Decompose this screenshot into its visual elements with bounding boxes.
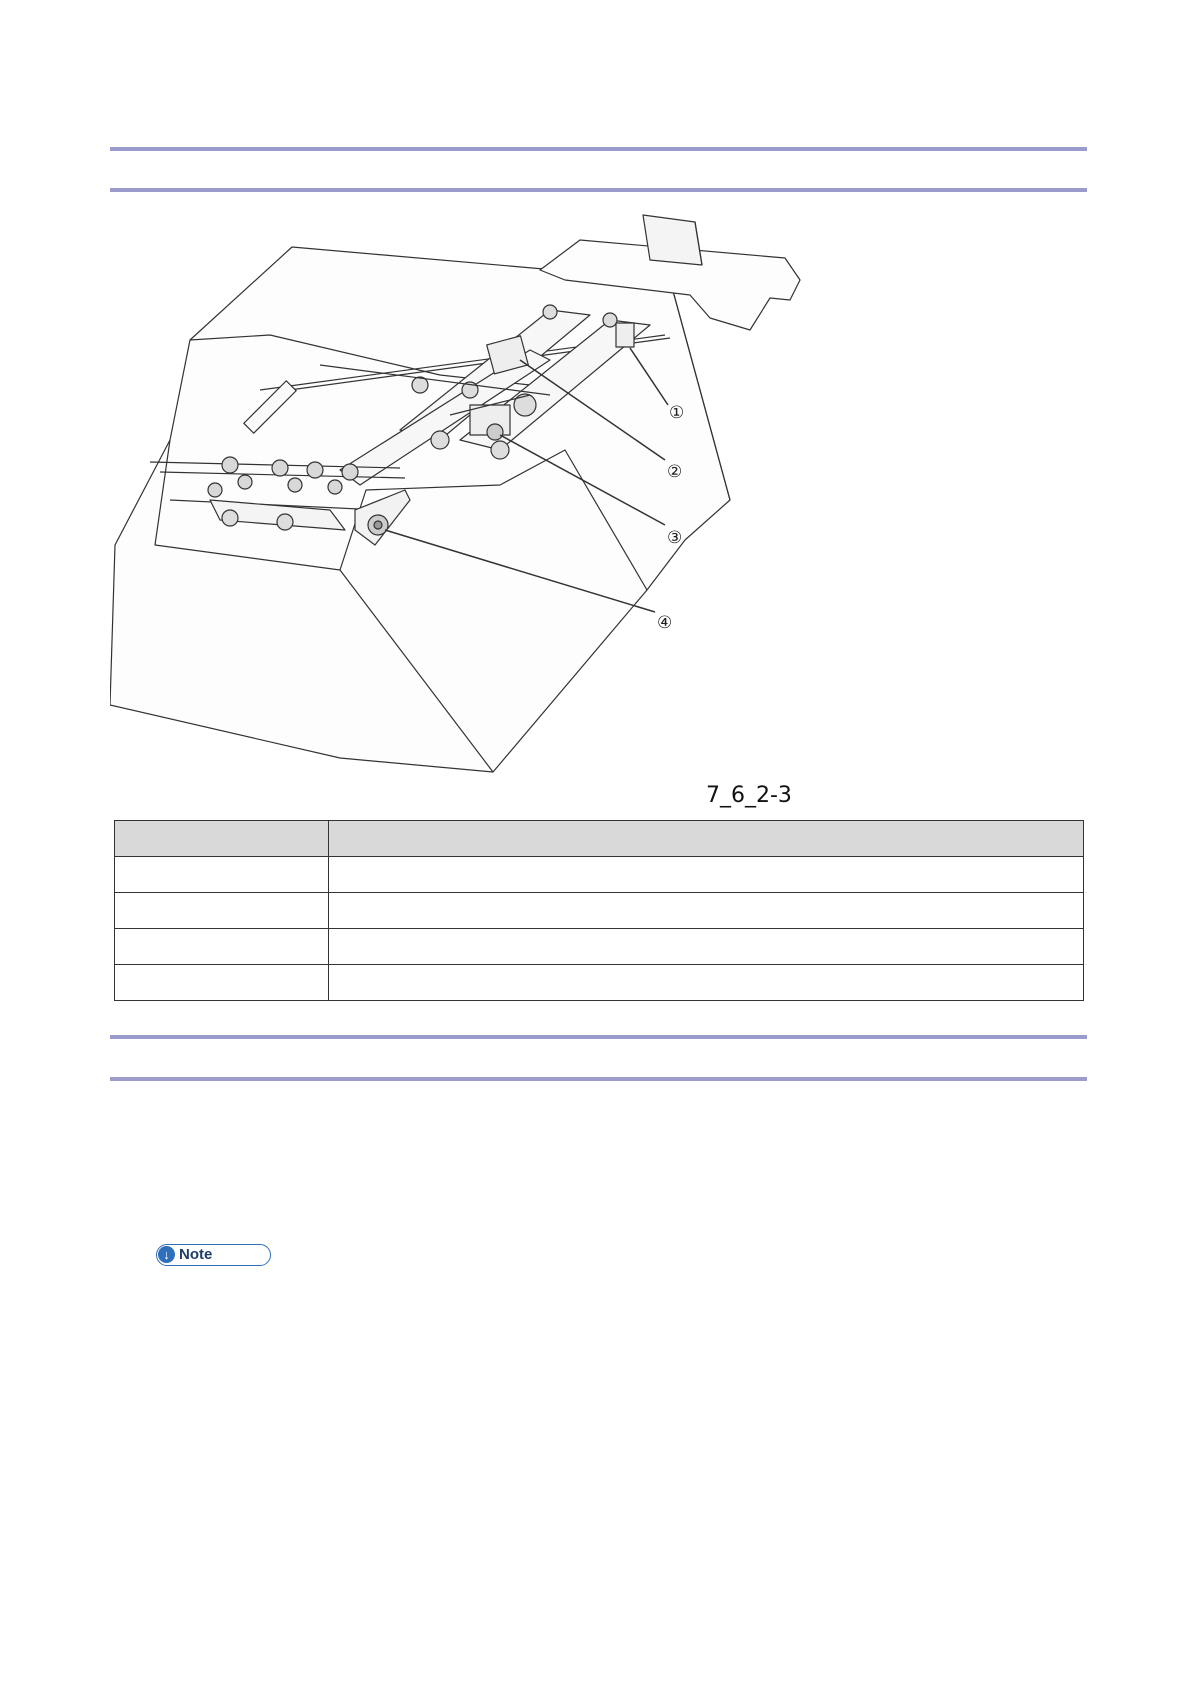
callout-4: ④ [657,613,673,633]
table-cell [115,857,329,893]
figure-caption: 7_6_2-3 [706,783,792,808]
table-row [115,965,1084,1001]
note-badge [156,1244,271,1266]
table-header-cell [115,821,329,857]
table-cell [329,893,1084,929]
table-header-row [115,821,1084,857]
table-row [115,857,1084,893]
section-rule-top [110,147,1087,151]
callout-3: ③ [667,528,683,548]
down-arrow-circle-icon: ↓ [158,1246,175,1263]
section-rule-bottom [110,1077,1087,1081]
note-label: Note [179,1246,213,1263]
section-rule-top [110,1035,1087,1039]
table-cell [329,965,1084,1001]
table-cell [329,929,1084,965]
table-row [115,893,1084,929]
table-cell [115,929,329,965]
mechanism-illustration [110,200,810,780]
table-row [115,929,1084,965]
parts-table [114,820,1084,1001]
table-cell [115,893,329,929]
table-cell [115,965,329,1001]
table-header-cell [329,821,1084,857]
callout-1: ① [669,403,685,423]
section-heading [112,1040,1082,1074]
section-rule-bottom [110,188,1087,192]
callout-2: ② [667,462,683,482]
section-heading [112,152,1082,186]
table-cell [329,857,1084,893]
